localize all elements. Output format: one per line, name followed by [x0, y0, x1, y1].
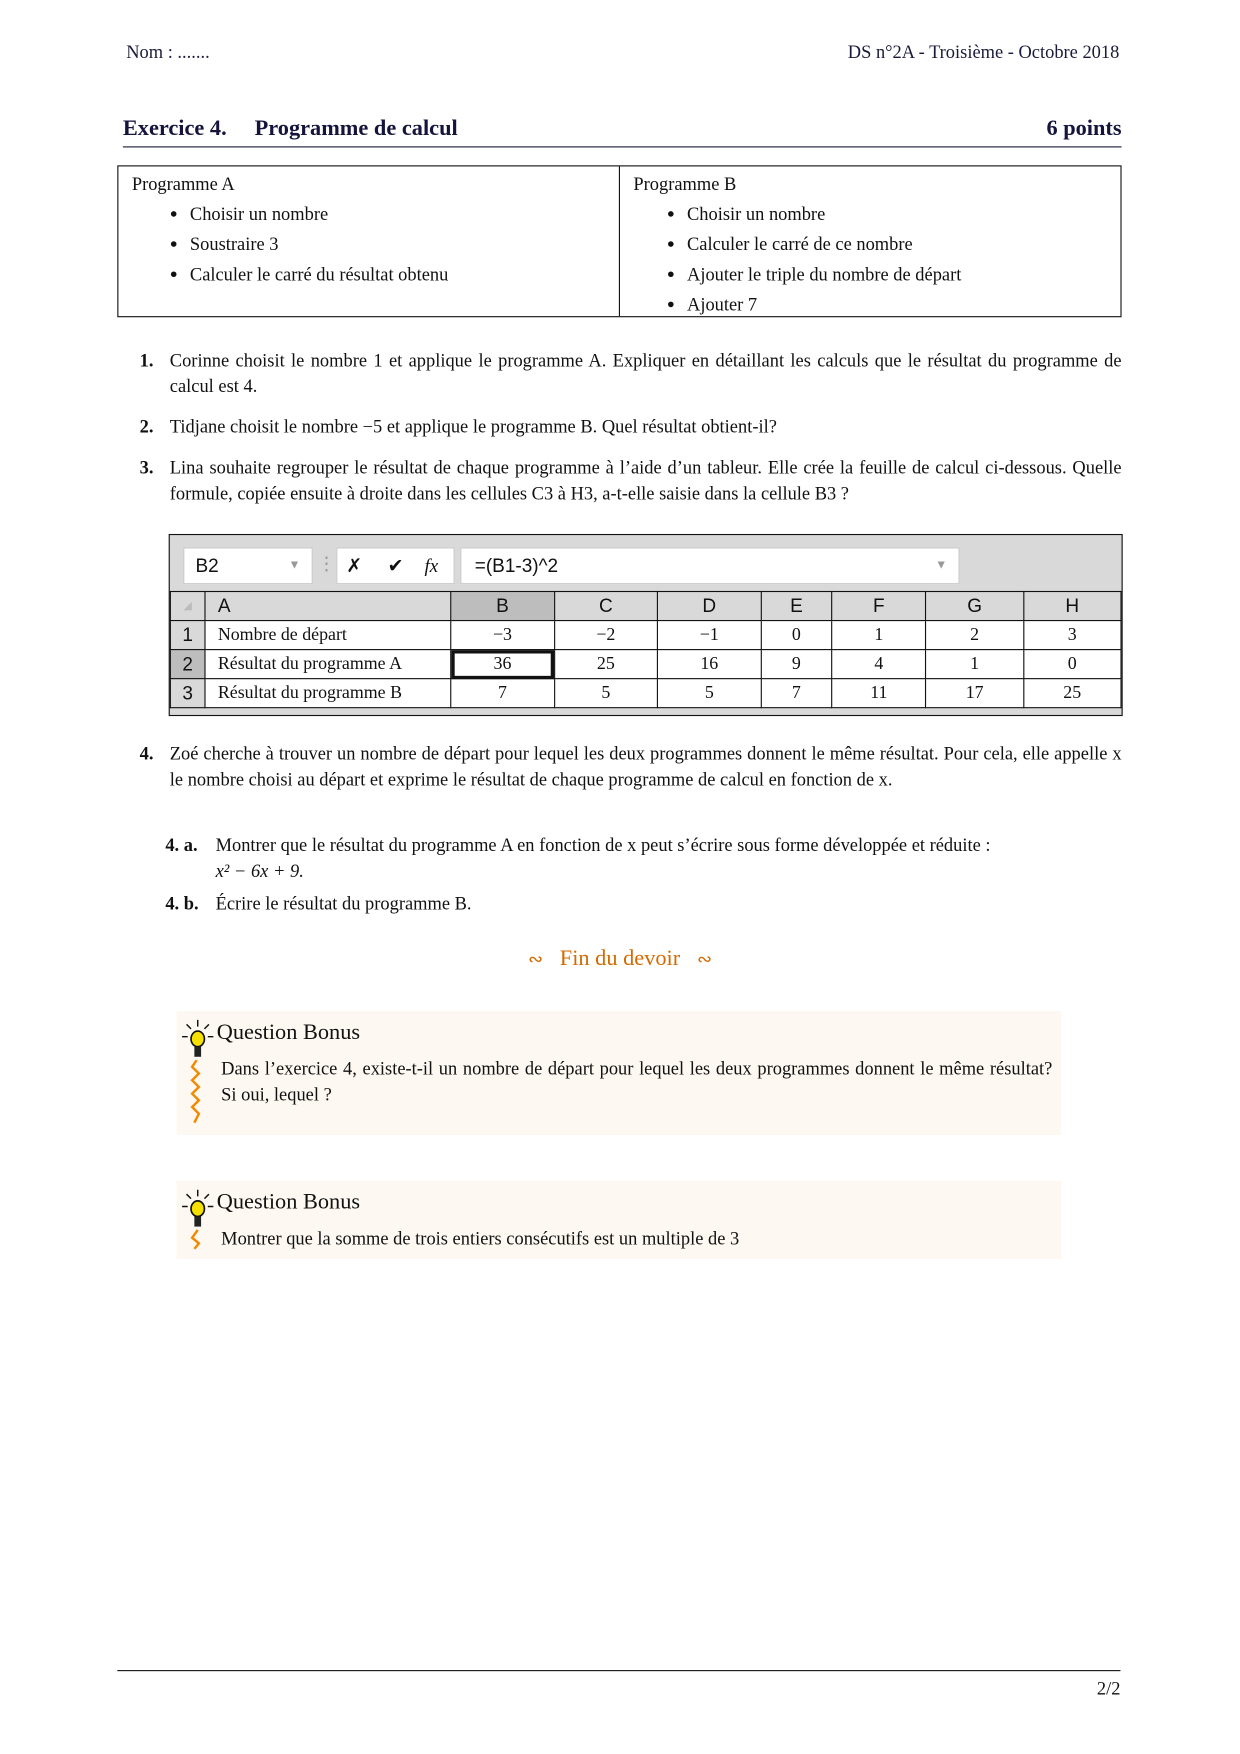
- question-number: 1.: [139, 349, 154, 371]
- question-text: Tidjane choisit le nombre −5 et applique le programme B. Quel résultat obtient-il?: [169, 415, 777, 437]
- table-row: [170, 650, 1121, 679]
- step: • Choisir un nombre: [687, 199, 1107, 229]
- cell[interactable]: 4: [832, 650, 926, 679]
- question-text: Lina souhaite regrouper le résultat de chaque programme à l’aide d’un tableur. Elle crée la feuille de calcul ci-dessous. Quelle formule, copiée ensuite à droite dans les cellules C3 à H3, a-t-elle saisie dans la cellule B3 ?: [169, 456, 1122, 504]
- formula: x² − 6x + 9.: [215, 860, 304, 882]
- cell[interactable]: 7: [761, 679, 832, 708]
- cell[interactable]: 5: [658, 679, 761, 708]
- cell[interactable]: Résultat du programme B: [205, 679, 451, 708]
- row-header[interactable]: 3: [170, 679, 205, 708]
- step: • Calculer le carré du résultat obtenu: [190, 259, 606, 289]
- column-header[interactable]: E: [761, 592, 832, 621]
- cell[interactable]: 25: [1023, 679, 1121, 708]
- step: • Ajouter le triple du nombre de départ: [687, 259, 1107, 289]
- program-b-title: Programme B: [633, 173, 737, 195]
- bonus-title: Question Bonus: [216, 1189, 361, 1215]
- select-all-corner[interactable]: ◢: [170, 592, 205, 621]
- question-number: 4.: [139, 742, 154, 765]
- chevron-down-icon[interactable]: ▼: [288, 558, 301, 572]
- question-2: [140, 413, 1122, 439]
- ornament-icon: ∾: [696, 950, 712, 970]
- header-info: DS n°2A - Troisième - Octobre 2018: [847, 41, 1120, 63]
- footer-divider: [117, 1670, 1120, 1671]
- program-a-title: Programme A: [131, 173, 235, 195]
- column-header[interactable]: G: [926, 592, 1024, 621]
- spreadsheet-grid: [170, 591, 1122, 708]
- cell[interactable]: 2: [926, 621, 1024, 650]
- table-row: [170, 679, 1121, 708]
- end-of-test: [0, 946, 1240, 972]
- cell[interactable]: 11: [832, 679, 926, 708]
- programs-table: [117, 165, 1121, 317]
- cancel-icon[interactable]: ✗: [346, 555, 363, 577]
- column-header[interactable]: B: [451, 592, 554, 621]
- question-number: 2.: [139, 415, 154, 437]
- question-text: Zoé cherche à trouver un nombre de départ pour lequel les deux programmes donnent le même résultat. Pour cela, elle appelle x le nombre choisi au départ et exprime le résultat de chaque programme de calcul en fonction de x.: [169, 742, 1122, 790]
- row-header[interactable]: 2: [170, 650, 205, 679]
- step: • Ajouter 7: [687, 289, 1107, 319]
- question-1: [140, 347, 1122, 398]
- program-b: [619, 166, 1121, 316]
- question-4a: [165, 832, 1121, 883]
- row-header[interactable]: 1: [170, 621, 205, 650]
- wavy-line-icon: [190, 1228, 203, 1250]
- exercise-name: Programme de calcul: [254, 116, 458, 141]
- column-header[interactable]: H: [1023, 592, 1121, 621]
- page-number: 2/2: [1096, 1677, 1121, 1700]
- chevron-down-icon[interactable]: ▼: [935, 558, 948, 572]
- ornament-icon: ∾: [528, 950, 544, 970]
- question-number: 3.: [139, 456, 154, 479]
- cell[interactable]: 25: [554, 650, 657, 679]
- confirm-icon[interactable]: ✔: [387, 555, 404, 577]
- exercise-title: [123, 116, 1122, 147]
- selected-cell[interactable]: 36: [451, 650, 554, 679]
- cell[interactable]: 1: [926, 650, 1024, 679]
- cell[interactable]: −1: [658, 621, 761, 650]
- spreadsheet: [169, 534, 1123, 716]
- column-header[interactable]: C: [554, 592, 657, 621]
- cell[interactable]: 3: [1023, 621, 1121, 650]
- cell[interactable]: 7: [451, 679, 554, 708]
- step: • Choisir un nombre: [190, 199, 606, 229]
- formula-bar[interactable]: [460, 547, 959, 584]
- question-text: Montrer que le résultat du programme A en fonction de x peut s’écrire sous forme développée et réduite :: [215, 834, 991, 856]
- cell[interactable]: 5: [554, 679, 657, 708]
- cell[interactable]: 0: [761, 621, 832, 650]
- cell-reference-box[interactable]: [183, 547, 313, 584]
- separator-icon: ⋮: [317, 554, 336, 575]
- cell[interactable]: −2: [554, 621, 657, 650]
- cell[interactable]: 17: [926, 679, 1024, 708]
- exercise-points: 6 points: [1046, 116, 1122, 141]
- question-text: Corinne choisit le nombre 1 et applique le programme A. Expliquer en détaillant les calculs que le résultat du programme de calcul est 4.: [169, 349, 1122, 397]
- wavy-line-icon: [190, 1058, 203, 1125]
- lightbulb-icon: [181, 1018, 215, 1063]
- bonus-text: Montrer que la somme de trois entiers consécutifs est un multiple de 3: [221, 1227, 740, 1249]
- formula-actions: [336, 547, 454, 584]
- bonus-box-1: [177, 1011, 1062, 1135]
- end-text: Fin du devoir: [559, 946, 681, 971]
- program-a: [118, 166, 618, 316]
- function-icon[interactable]: fx: [424, 555, 439, 577]
- bonus-text: Dans l’exercice 4, existe-t-il un nombre de départ pour lequel les deux programmes donnent le même résultat? Si oui, lequel ?: [221, 1057, 1053, 1105]
- column-header[interactable]: F: [832, 592, 926, 621]
- lightbulb-icon: [181, 1187, 215, 1232]
- question-text: Écrire le résultat du programme B.: [215, 892, 472, 914]
- bonus-box-2: [177, 1181, 1062, 1259]
- column-header[interactable]: D: [658, 592, 761, 621]
- question-4: [140, 741, 1122, 792]
- exercise-number: Exercice 4.: [122, 116, 227, 141]
- cell[interactable]: 16: [658, 650, 761, 679]
- cell[interactable]: −3: [451, 621, 554, 650]
- question-3: [140, 455, 1122, 506]
- name-field: Nom : .......: [126, 41, 210, 63]
- cell[interactable]: 1: [832, 621, 926, 650]
- question-4b: [165, 890, 1121, 916]
- bonus-title: Question Bonus: [216, 1019, 361, 1045]
- cell-reference: B2: [195, 555, 219, 577]
- cell[interactable]: Nombre de départ: [205, 621, 451, 650]
- cell[interactable]: Résultat du programme A: [205, 650, 451, 679]
- question-number: 4. b.: [165, 892, 199, 914]
- cell[interactable]: 9: [761, 650, 832, 679]
- cell[interactable]: 0: [1023, 650, 1121, 679]
- step: • Soustraire 3: [190, 229, 606, 259]
- formula-text: =(B1-3)^2: [474, 555, 559, 577]
- column-header[interactable]: A: [205, 592, 451, 621]
- table-row: [170, 621, 1121, 650]
- question-number: 4. a.: [165, 834, 198, 856]
- step: • Calculer le carré de ce nombre: [687, 229, 1107, 259]
